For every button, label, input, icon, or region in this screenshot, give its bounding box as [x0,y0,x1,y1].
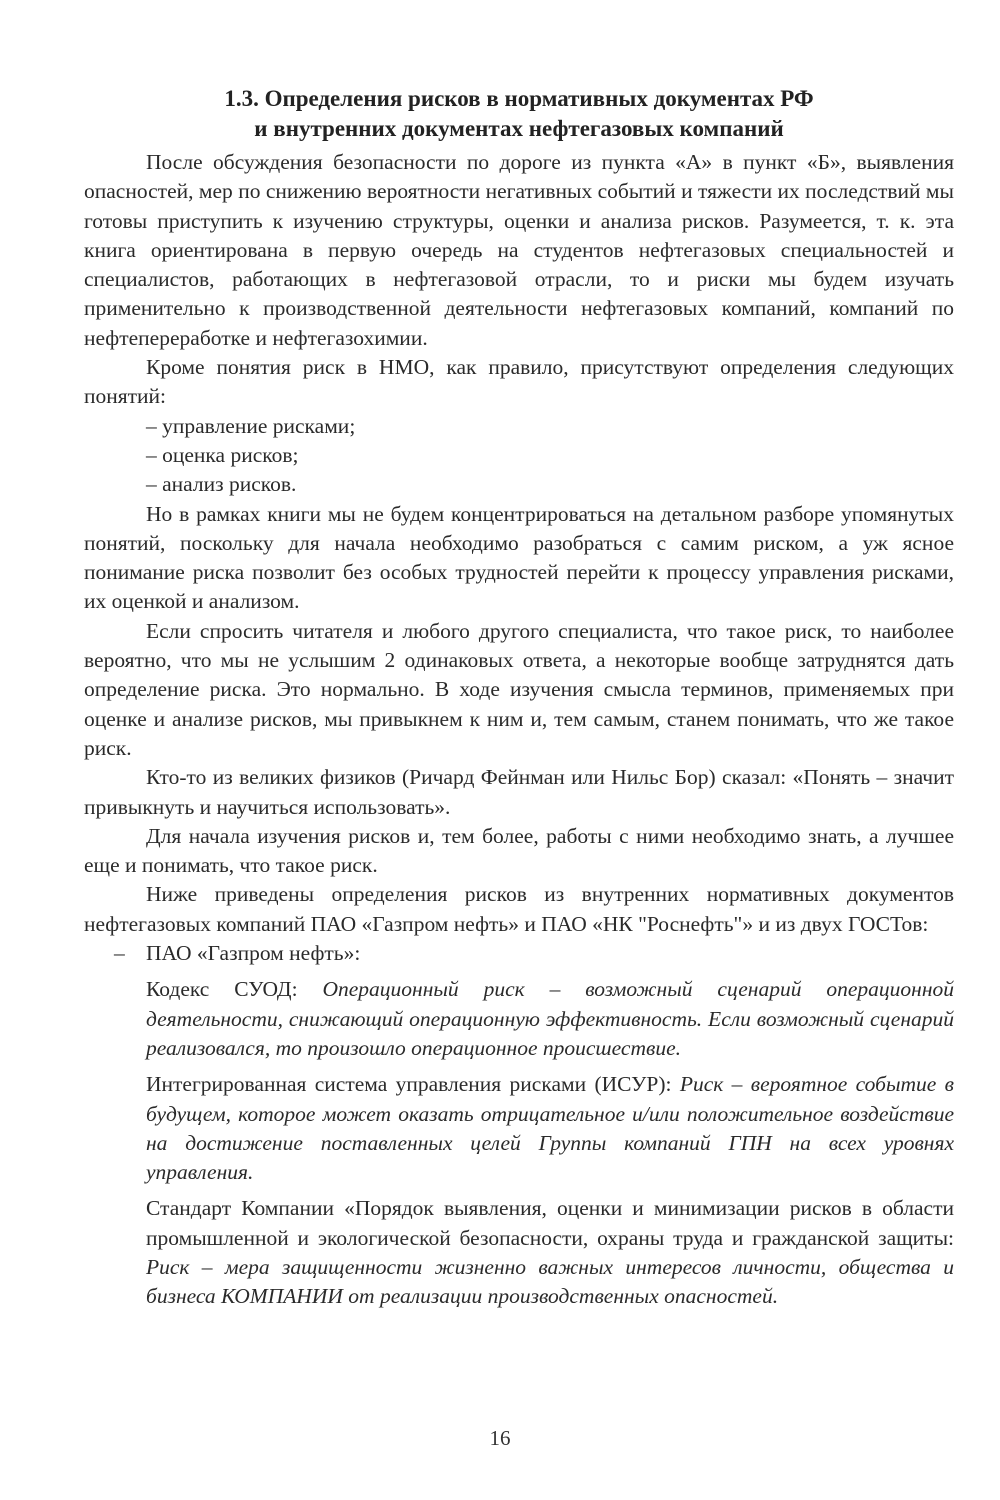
dash-marker: – [114,941,125,966]
section-heading-line-2: и внутренних документах нефтегазовых компаний [254,116,784,141]
list-item: – оценка рисков; [146,442,299,467]
paragraph-start: Для начала изучения рисков и, тем более, работы с ними необходимо знать, а лучшее еще и понимать, что такое риск. [84,823,954,878]
section-heading-line-1: 1.3. Определения рисков в нормативных документах РФ [224,86,814,111]
page-content [84,84,954,1312]
definition-suod [84,975,954,1063]
definition-text: Операционный риск – возможный сценарий операционной деятельности, снижающий операционную эффективность. Если возможный сценарий реализовался, то произошло операционное происшествие. [146,977,954,1060]
paragraph-quote: Кто-то из великих физиков (Ричард Фейнман или Нильс Бор) сказал: «Понять – значит привыкнуть и научиться использовать». [84,765,954,819]
definition-text: Риск – мера защищенности жизненно важных интересов личности, общества и бизнеса КОМПАНИИ от реализации производственных опасностей. [146,1254,954,1309]
definition-text: Риск – вероятное событие в будущем, которое может оказать отрицательное и/или положительное воздействие на достижение поставленных целей Группы компаний ГПН на всех уровнях управления. [146,1072,954,1185]
list-item: – управление рисками; [146,413,356,438]
concept-list [84,412,954,500]
definition-source: Интегрированная система управления рисками (ИСУР): [146,1072,680,1097]
definition-source: Кодекс СУОД: [146,977,323,1002]
paragraph-intro: После обсуждения безопасности по дороге из пункта «А» в пункт «Б», выявления опасностей, мер по снижению вероятности негативных событий и тяжести их последствий мы готовы приступить к изучению структуры, оценки и анализа рисков. Разумеется, т. к. эта книга ориентирована в первую очередь на студентов нефтегазовых специальностей и специалистов, работающих в нефтегазовой отрасли, то и риски мы будем изучать применительно к производственной деятельности нефтегазовых компаний, компаний по нефтепереработке и нефтегазохимии. [84,150,954,350]
definition-source: Стандарт Компании «Порядок выявления, оценки и минимизации рисков в области промышленной и экологической безопасности, охраны труда и гражданской защиты: [146,1196,954,1250]
paragraph-reader: Если спросить читателя и любого другого специалиста, что такое риск, то наиболее вероятно, что мы не услышим 2 одинаковых ответа, а некоторые вообще затруднятся дать определение риска. Это нормально. В ходе изучения смысла терминов, применяемых при оценке и анализе рисков, мы привыкнем к ним и, тем самым, станем понимать, что же такое риск. [84,618,954,760]
paragraph-definitions-intro: Ниже приведены определения рисков из внутренних нормативных документов нефтегазовых компаний ПАО «Газпром нефть» и ПАО «НК "Роснефть"» и из двух ГОСТов: [84,882,954,936]
list-item: – анализ рисков. [146,472,297,497]
definition-isur [84,1070,954,1187]
paragraph-scope: Но в рамках книги мы не будем концентрироваться на детальном разборе упомянутых понятий, поскольку для начала необходимо разобраться с самим риском, а уж ясное понимание риска позволит без особых трудностей перейти к процессу управления рисками, их оценкой и анализом. [84,501,954,614]
page-number: 16 [489,1426,511,1450]
org-item-gazprom-neft [84,939,954,968]
section-heading [84,84,954,144]
definition-standard [84,1194,954,1311]
paragraph-concepts: Кроме понятия риск в НМО, как правило, присутствуют определения следующих понятий: [84,355,954,409]
org-name: ПАО «Газпром нефть»: [146,941,361,966]
